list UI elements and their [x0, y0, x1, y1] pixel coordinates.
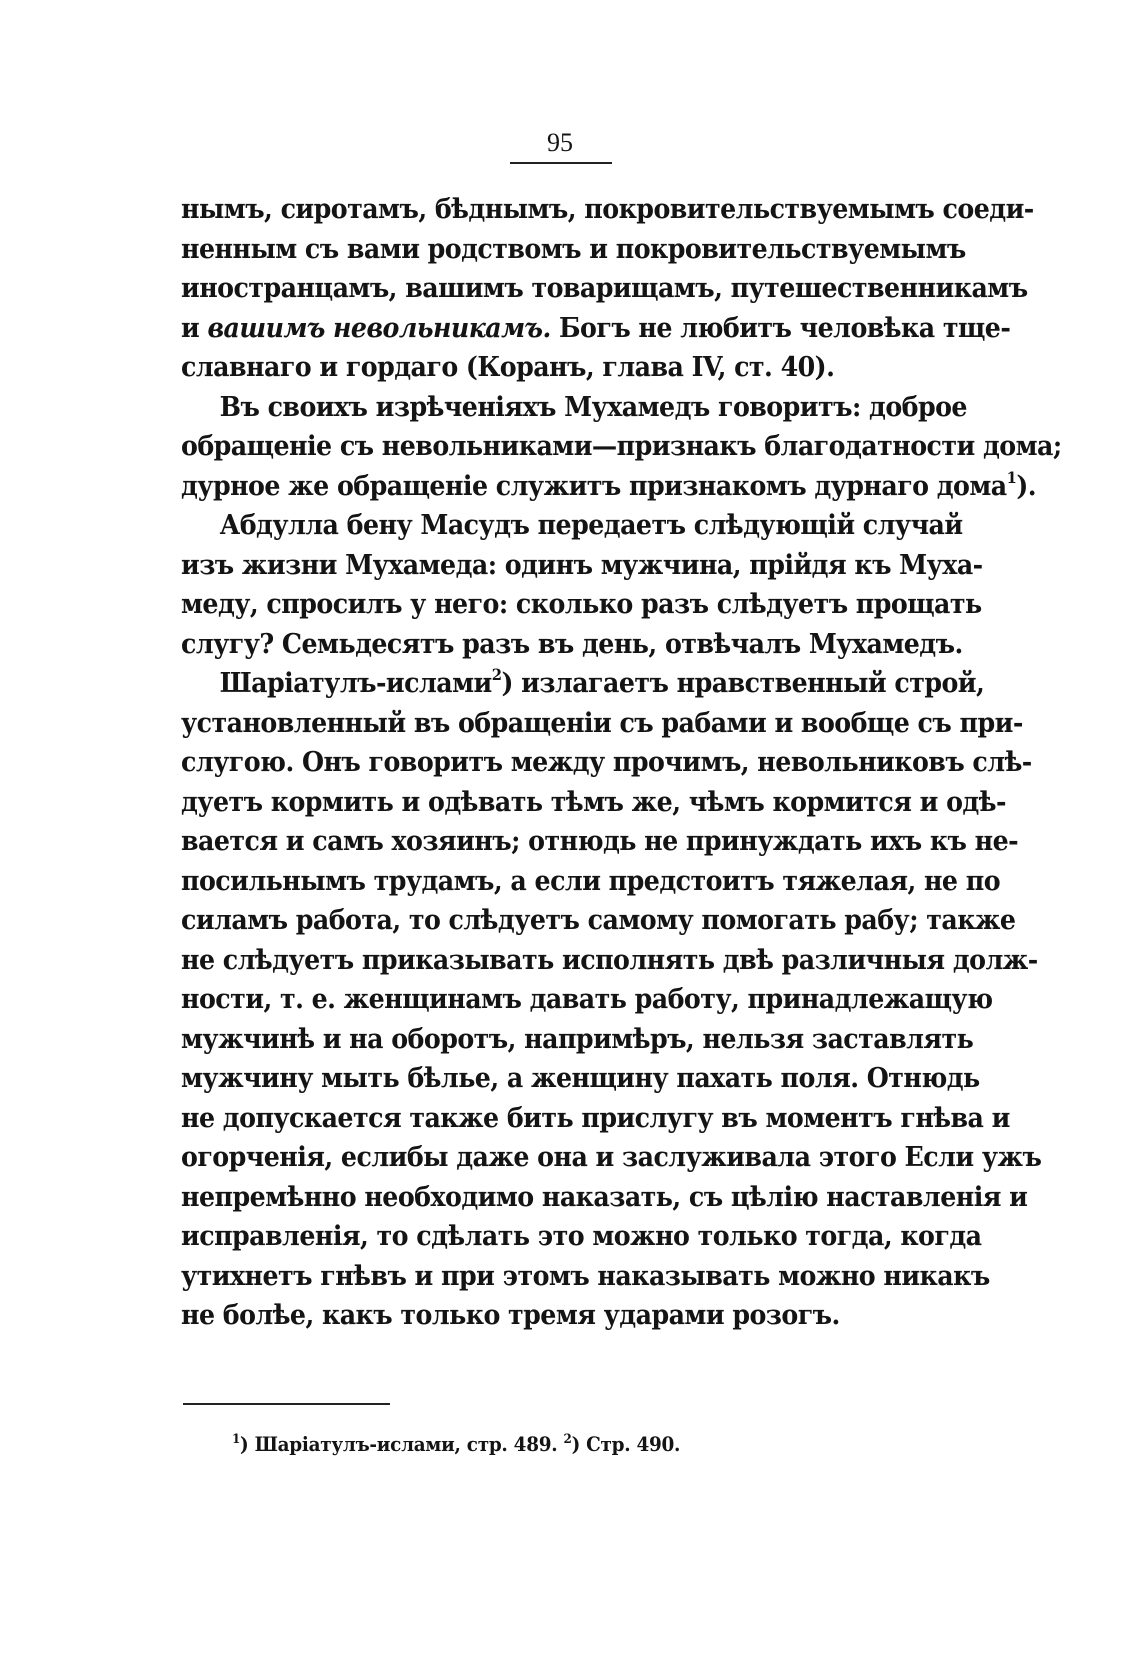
text-span: Шаріатулъ-ислами	[219, 667, 492, 699]
text-line: силамъ работа, то слѣдуетъ самому помогать рабу; также	[181, 904, 1016, 936]
text-line: установленный въ обращеніи съ рабами и вообще съ при-	[181, 706, 1023, 739]
text-span: ) излагаетъ нравственный строй,	[501, 667, 985, 699]
text-line: иностранцамъ, вашимъ товарищамъ, путешественникамъ	[181, 272, 1028, 304]
text-line: слугою. Онъ говоритъ между прочимъ, невольниковъ слѣ-	[181, 746, 1032, 778]
footnote-reference: 2	[491, 665, 502, 684]
paragraph	[181, 388, 1062, 507]
footnote-text-1: ) Шаріатулъ-ислами, стр. 489.	[240, 1432, 564, 1456]
text-line: огорченія, еслибы даже она и заслуживала этого Если ужъ	[181, 1141, 1042, 1173]
text-span: ).	[1016, 469, 1037, 502]
footnote	[232, 1430, 680, 1458]
text-line: вается и самъ хозяинъ; отнюдь не принуждать ихъ къ не-	[181, 825, 1019, 857]
footnote-marker-1: 1	[232, 1432, 241, 1447]
text-line: слугу? Семьдесятъ разъ въ день, отвѣчалъ Мухамедъ.	[181, 627, 963, 660]
paragraph	[181, 506, 983, 664]
text-line: изъ жизни Мухамеда: одинъ мужчина, прійдя къ Муха-	[181, 548, 983, 581]
footnote-text-2: ) Стр. 490.	[571, 1432, 681, 1456]
text-line: не допускается также бить прислугу въ моментъ гнѣва и	[181, 1101, 1010, 1134]
text-line: дуетъ кормить и одѣвать тѣмъ же, чѣмъ кормится и одѣ-	[181, 785, 1006, 818]
text-span: и	[181, 311, 208, 344]
text-line	[181, 309, 1011, 349]
text-span: Богъ не любитъ человѣка тще-	[550, 311, 1011, 344]
text-line	[181, 467, 1037, 507]
text-line: исправленія, то сдѣлать это можно только тогда, когда	[181, 1220, 982, 1252]
text-line: Абдулла бену Масудъ передаетъ слѣдующій случай	[219, 509, 963, 541]
text-line: мужчину мыть бѣлье, а женщину пахать поля. Отнюдь	[181, 1062, 980, 1094]
footnote-marker-2: 2	[563, 1432, 572, 1447]
footnote-separator	[183, 1403, 390, 1405]
text-line: посильнымъ трудамъ, а если предстоитъ тяжелая, не по	[181, 864, 1001, 897]
text-line: меду, спросилъ у него: сколько разъ слѣдуетъ прощать	[181, 588, 982, 620]
italic-span: вашимъ невольникамъ.	[207, 311, 551, 344]
text-line: мужчинѣ и на оборотъ, напримѣръ, нельзя заставлять	[181, 1022, 974, 1055]
text-line: не болѣе, какъ только тремя ударами розогъ.	[181, 1299, 840, 1331]
text-line: славнаго и гордаго (Коранъ, глава IV, ст. 40).	[181, 351, 835, 383]
text-line: непремѣнно необходимо наказать, съ цѣлію наставленія и	[181, 1180, 1028, 1213]
text-line	[181, 664, 985, 704]
text-line: нымъ, сиротамъ, бѣднымъ, покровительствуемымъ соеди-	[181, 193, 1034, 225]
text-line: утихнетъ гнѣвъ и при этомъ наказывать можно никакъ	[181, 1259, 990, 1292]
text-line: обращеніе съ невольниками—признакъ благодатности дома;	[181, 430, 1062, 462]
text-span: дурное же обращеніе служитъ признакомъ дурнаго дома	[181, 469, 1007, 502]
page-number: 95	[547, 128, 573, 157]
footnote-reference: 1	[1006, 467, 1017, 487]
paragraph	[181, 664, 1042, 1336]
page-number-rule	[510, 162, 612, 164]
text-line: ненным съ вами родствомъ и покровительствуемымъ	[181, 232, 966, 265]
paragraph	[181, 190, 1034, 388]
text-line: не слѣдуетъ приказывать исполнять двѣ различныя долж-	[181, 943, 1038, 976]
body-text	[181, 190, 1062, 1336]
text-line: Въ своихъ изрѣченіяхъ Мухамедъ говоритъ: доброе	[219, 390, 967, 423]
text-line: ности, т. е. женщинамъ давать работу, принадлежащую	[181, 983, 993, 1015]
